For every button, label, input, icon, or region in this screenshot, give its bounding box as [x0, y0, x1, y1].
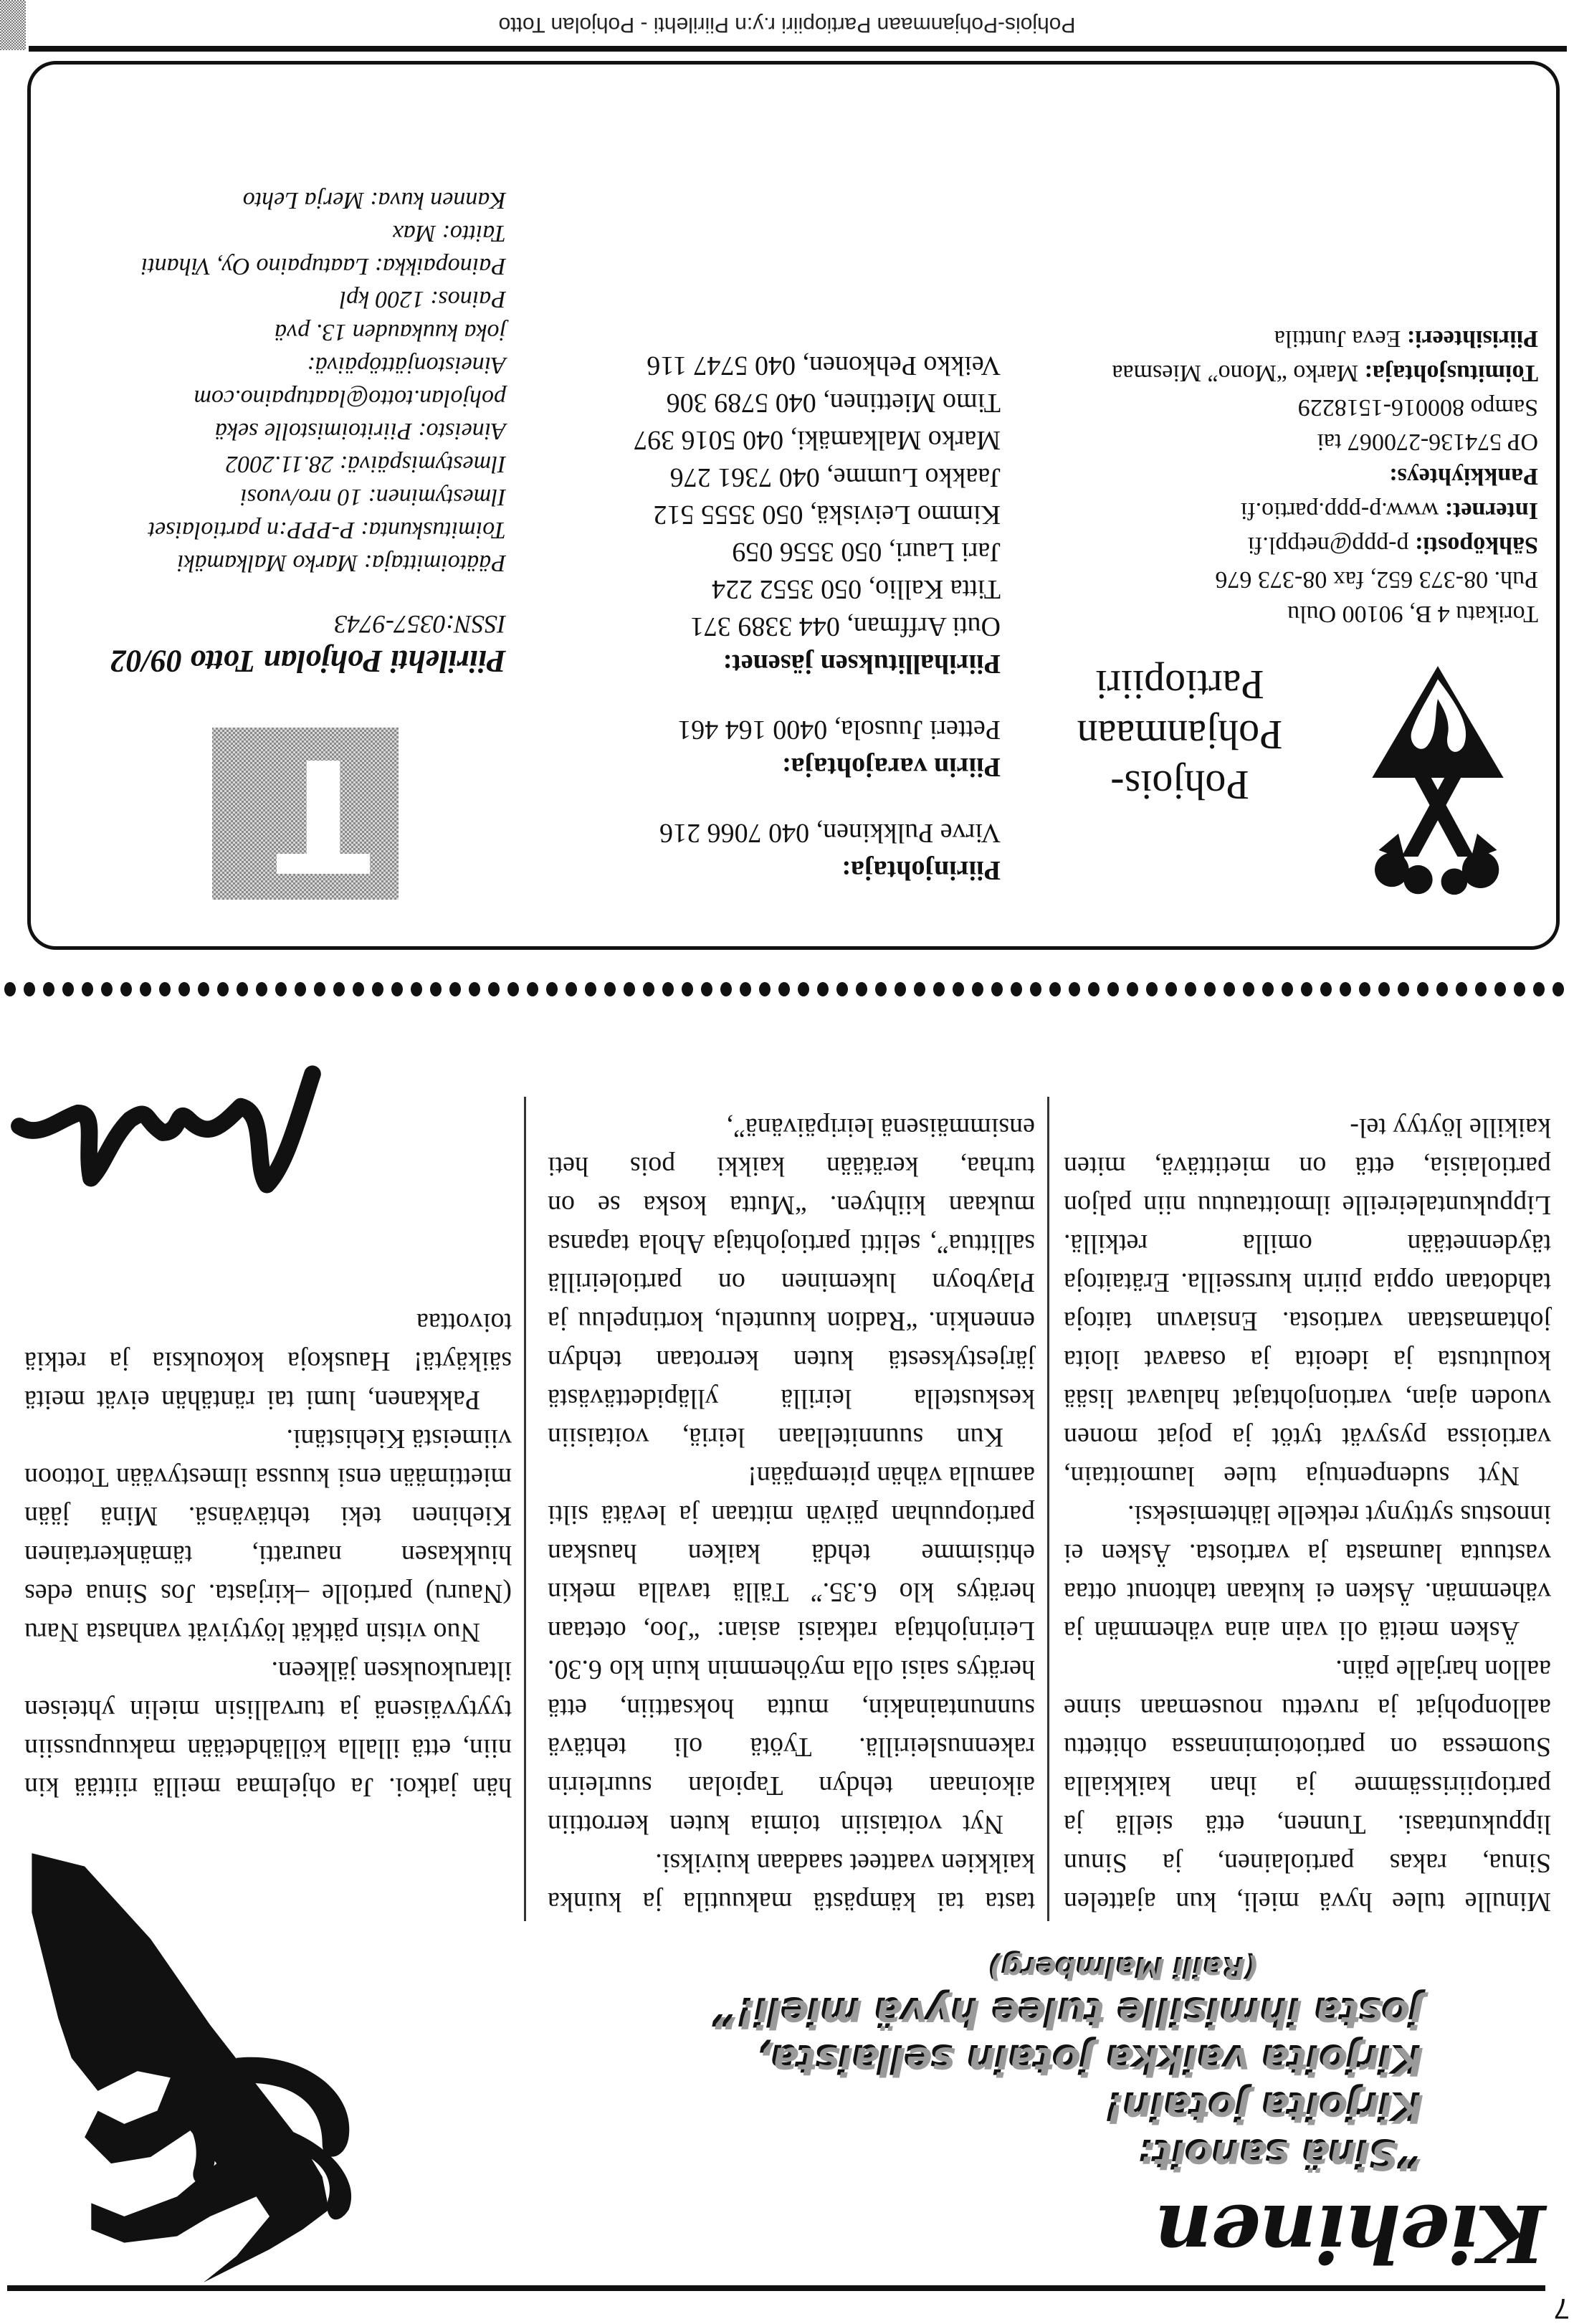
- article-paragraph: Kun suunnitellaan leiriä, voitaisiin keskustella leirillä ylläpidettävästä järjestyksestä kuten kerrotaan tehdyn ennenkin. “Radion kuuntelu, kortinpeluu ja Playboyn lukeminen on partioleirillä sallittua”, selitti partiojohtaja Ahola tapansa mukaan kiihtyen. “Mutta koska se on turhaa, kerätään kaikki pois heti ensimmäisenä leiripäivänä”,: [548, 1113, 1035, 1452]
- article-headline: [635, 1990, 1423, 2179]
- divider-dot: [933, 982, 945, 996]
- page-footer: Pohjois-Pohjanmaan Partiopiiri r.y:n Piirilehti - Pohjolan Totto: [498, 13, 1076, 37]
- article-paragraph: Nyt voitaisiin toimia kuten kerrottiin aikoinaan tehdyn Tapiolan suurleirin rakennusleirillä. Työtä oli tehtävä sunnuntainakin, mutta hoksattiin, että herätys saisi olla myöhemmin kuin klo 6.30. Leirinjohtaja ratkaisi asian: “Joo, otetaan herätys klo 6.35.” Tällä tavalla mekin ehtisimme tehdä kaiken hauskan partiopuuhan päivän mittaan ja levätä silti aamulla vähän pitempään!: [548, 1461, 1035, 1839]
- publication-info: [47, 184, 506, 681]
- divider-dot: [1030, 982, 1041, 996]
- piirisihteeri-value: Eeva Junttila: [1274, 325, 1401, 352]
- pub-line: Aineistonjättöpäivä:: [307, 352, 506, 378]
- divider-dot: [391, 982, 403, 996]
- bank-op: OP 574136-270067 tai: [1317, 429, 1538, 455]
- divider-dot: [469, 982, 480, 996]
- board-member: Outi Arffman, 044 3389 371: [690, 611, 1001, 642]
- divider-dot: [1127, 982, 1138, 996]
- divider-dot: [1243, 982, 1254, 996]
- organization-contact: [1022, 321, 1538, 631]
- divider-dot: [411, 982, 422, 996]
- email-value[interactable]: p-ppp@netppl.fi: [1247, 532, 1409, 558]
- article-column-2: [548, 1108, 1035, 1921]
- piirinjohtaja-label: Piirinjohtaja:: [841, 855, 1001, 885]
- divider-dot: [178, 982, 190, 996]
- dotted-divider: [4, 978, 1567, 1000]
- divider-dot: [1475, 982, 1487, 996]
- publication-title: Piirilehti Pohjolan Totto 09/02: [110, 644, 506, 679]
- divider-dot: [566, 982, 577, 996]
- divider-dot: [1436, 982, 1448, 996]
- org-address: Torikatu 4 B, 90100 Oulu: [1287, 601, 1538, 627]
- article-paragraph: Pakkanen, lumi tai räntähän eivät meitä säikäytä! Hauskoja kokouksia ja retkiä toivottaa: [24, 1308, 512, 1415]
- pub-line: Päätoimittaja: Marko Malkamäki: [177, 550, 506, 576]
- divider-dot: [1494, 982, 1506, 996]
- email-label: Sähköposti:: [1415, 532, 1538, 558]
- divider-dot: [1456, 982, 1467, 996]
- board-member: Marko Malkamäki, 040 5016 397: [634, 425, 1001, 455]
- divider-dot: [1224, 982, 1235, 996]
- divider-dot: [585, 982, 596, 996]
- divider-dot: [953, 982, 964, 996]
- article-paragraph: Minulle tulee hyvä mieli, kun ajattelen Sinua, rakas partiolainen, ja Sinun lippukuntaasi. Tunnen, että siellä ja partiopiirissämme ja ihan kaikkialla Suomessa on partiotoiminnassa ohitettu aallonpohjat ja ruvettu nousemaan sinne aallon harjalle päin.: [1064, 1654, 1551, 1917]
- divider-dot: [1514, 982, 1525, 996]
- article-paragraph: Nuo vitsin pätkät löytyivät vanhasta Naru (Nauru) partiolle –kirjasta. Jos Sinua edes hiukkasen nauratti, tämänkertainen Kiehinen teki tehtävänsä. Minä jään miettimään ensi kuussa ilmestyvään Tottoon viimeistä Kiehistäni.: [24, 1424, 512, 1647]
- headline-line: josta ihmisille tulee hyvä mieli!”: [713, 1991, 1423, 2037]
- divider-dot: [1088, 982, 1100, 996]
- divider-dot: [1165, 982, 1177, 996]
- district-board: [528, 347, 1001, 889]
- divider-dot: [1185, 982, 1196, 996]
- varajohtaja-value: Petteri Juusola, 0400 164 461: [677, 715, 1001, 745]
- divider-dot: [817, 982, 829, 996]
- toimitusjohtaja-row: [1022, 356, 1538, 390]
- org-name-line: Partiopiiri: [1095, 662, 1264, 708]
- divider-dot: [449, 982, 461, 996]
- bank-sampo: Sampo 800016-1518229: [1297, 394, 1538, 421]
- divider-dot: [836, 982, 848, 996]
- divider-dot: [275, 982, 287, 996]
- headline-line: ”Sinä sanoit:: [1140, 2133, 1423, 2178]
- divider-dot: [701, 982, 712, 996]
- pub-line: Ilmestyminen: 10 nro/vuosi: [240, 484, 506, 510]
- internet-value[interactable]: www.p-ppp.partio.fi: [1240, 497, 1439, 524]
- pub-line: Painos: 1200 kpl: [339, 286, 506, 313]
- divider-dot: [488, 982, 500, 996]
- column-divider: [524, 1097, 526, 1921]
- divider-dot: [1320, 982, 1332, 996]
- article-paragraph: tasta tai kämpästä makuutila ja kuinka kaikkien vaatteet saadaan kuiviksi.: [548, 1848, 1035, 1917]
- divider-dot: [353, 982, 364, 996]
- divider-dot: [159, 982, 171, 996]
- pub-line: Kannen kuva: Merja Lehto: [242, 187, 506, 214]
- article-paragraph: Äsken meitä oli vain aina vähemmän ja vähemmän. Äsken ei kukaan tahtonut ottaa vastuuta laumasta ja vartiosta. Äsken ei innostus syttynyt retkelle lähtemiseksi.: [1064, 1500, 1551, 1646]
- board-member: Kimmo Leiviskä, 050 3555 512: [653, 500, 1001, 530]
- bank-label: Pankkiyhteys:: [1389, 463, 1538, 490]
- divider-dot: [217, 982, 229, 996]
- org-phone-fax: Puh. 08-373 652, fax 08-373 676: [1215, 566, 1538, 593]
- divider-dot: [295, 982, 306, 996]
- article-byline: (Raili Malmberg): [989, 1952, 1259, 1985]
- publication-issn: ISSN:0357-9743: [334, 610, 506, 639]
- divider-dot: [1011, 982, 1022, 996]
- divider-dot: [991, 982, 1003, 996]
- board-member: Jari Lauri, 050 3556 059: [732, 537, 1001, 567]
- divider-dot: [740, 982, 751, 996]
- divider-dot: [120, 982, 132, 996]
- scout-logo-icon: [1359, 659, 1517, 896]
- article-paragraph: Nyt sudenpentuja tulee laumoittain, vartioissa pysyvät tytöt ja pojat monen vuoden ajan, vartionjohtajat haluavat lisää koulutusta ja ideoita ja osaavat iloita johtamastaan vartiosta. Ensiavun taitoja tahdotaan oppia piirin kursseilla. Erätaitoja täydennetään omilla retkillä. Lippukuntaleireille ilmoittautuu niin paljon partiolaisia, että on mietittävä, miten kaikille löytyy tel-: [1064, 1113, 1551, 1491]
- t-letter-icon: [277, 760, 370, 875]
- org-email-row: [1022, 528, 1538, 562]
- toimitusjohtaja-label: Toimitusjohtaja:: [1364, 360, 1538, 386]
- divider-dot: [720, 982, 732, 996]
- org-name-line: Pohjois-Pohjanmaan: [1077, 712, 1283, 809]
- divider-dot: [643, 982, 654, 996]
- divider-dot: [1204, 982, 1216, 996]
- page-number: 7: [1553, 2292, 1570, 2324]
- divider-dot: [1552, 982, 1564, 996]
- board-member: Titta Kallio, 050 3552 224: [712, 574, 1001, 604]
- divider-dot: [314, 982, 325, 996]
- divider-dot: [778, 982, 790, 996]
- divider-dot: [624, 982, 635, 996]
- board-member: Veikko Pehkonen, 040 5747 116: [647, 351, 1001, 381]
- article-paragraph: hän jatkoi. Ja ohjelmaa meillä riittää kin niin, että illalla köllähdetään makuupussiin tyytyväisenä ja turvallisin mielin yhteisen iltarukouksen jälkeen.: [24, 1656, 512, 1802]
- divider-dot: [140, 982, 151, 996]
- divider-dot: [1340, 982, 1351, 996]
- org-internet-row: [1022, 493, 1538, 528]
- divider-dot: [43, 982, 54, 996]
- pub-line: Ilmestymispäivä: 28.11.2002: [225, 451, 506, 477]
- divider-dot: [101, 982, 113, 996]
- divider-dot: [856, 982, 867, 996]
- pub-line: Aineisto: Piiritoimistolle sekä: [214, 418, 506, 444]
- divider-dot: [546, 982, 558, 996]
- divider-dot: [198, 982, 209, 996]
- divider-dot: [62, 982, 74, 996]
- pub-line[interactable]: pohjolan.totto@laatupaino.com: [194, 385, 506, 411]
- divider-dot: [256, 982, 267, 996]
- divider-dot: [1146, 982, 1158, 996]
- divider-dot: [333, 982, 345, 996]
- pub-line: Painopaikka: Laatupaino Oy, Vihanti: [140, 253, 506, 280]
- internet-label: Internet:: [1444, 497, 1538, 524]
- column-divider: [1047, 1097, 1049, 1921]
- divider-dot: [875, 982, 887, 996]
- divider-dot: [430, 982, 442, 996]
- divider-dot: [372, 982, 383, 996]
- divider-dot: [507, 982, 519, 996]
- corner-halftone-mark: [0, 0, 26, 50]
- divider-dot: [914, 982, 925, 996]
- board-member: Jaakko Lumme, 040 7361 276: [669, 462, 1001, 492]
- totto-logo: [212, 728, 399, 900]
- divider-dot: [1282, 982, 1293, 996]
- divider-dot: [1069, 982, 1080, 996]
- divider-dot: [972, 982, 983, 996]
- divider-dot: [24, 982, 35, 996]
- divider-dot: [759, 982, 771, 996]
- flame-illustration-icon: [19, 1814, 520, 2315]
- divider-dot: [1107, 982, 1119, 996]
- headline-line: Kirjoita vaikka jotain sellaista,: [758, 2039, 1423, 2084]
- divider-dot: [4, 982, 16, 996]
- divider-dot: [604, 982, 616, 996]
- bottom-rule: [29, 46, 1567, 52]
- divider-dot: [662, 982, 674, 996]
- divider-dot: [1533, 982, 1545, 996]
- pub-line: Toimituskunta: P-PPP:n partiolaiset: [148, 517, 506, 543]
- column-title: Kiehinen: [1155, 2187, 1545, 2280]
- pub-line: Taitto: Max: [392, 220, 506, 247]
- divider-dot: [1301, 982, 1312, 996]
- headline-line: Kirjoita jotain!: [1107, 2086, 1423, 2131]
- signature-image: [0, 1061, 341, 1204]
- piirisihteeri-row: [1022, 321, 1538, 356]
- board-member: Timo Miettinen, 040 5789 306: [666, 388, 1001, 418]
- divider-dot: [1398, 982, 1409, 996]
- piirinjohtaja-value: Virve Pulkkinen, 040 7066 216: [659, 818, 1001, 848]
- members-label: Piirihallituksen jäsenet:: [722, 649, 1001, 679]
- pub-line: joka kuukauden 13. pvä: [275, 319, 506, 346]
- divider-dot: [1417, 982, 1428, 996]
- divider-dot: [237, 982, 248, 996]
- divider-dot: [82, 982, 93, 996]
- article-column-3: [24, 1303, 512, 1806]
- divider-dot: [1049, 982, 1061, 996]
- divider-dot: [682, 982, 693, 996]
- varajohtaja-label: Piirin varajohtaja:: [781, 752, 1001, 782]
- divider-dot: [1262, 982, 1274, 996]
- divider-dot: [527, 982, 538, 996]
- divider-dot: [895, 982, 906, 996]
- divider-dot: [1378, 982, 1390, 996]
- toimitusjohtaja-value: Marko “Mono” Miesmaa: [1112, 360, 1359, 386]
- divider-dot: [798, 982, 809, 996]
- article-column-1: [1064, 1108, 1551, 1921]
- piirisihteeri-label: Piirisihteeri:: [1406, 325, 1538, 352]
- divider-dot: [1359, 982, 1370, 996]
- organization-name: [1015, 659, 1345, 810]
